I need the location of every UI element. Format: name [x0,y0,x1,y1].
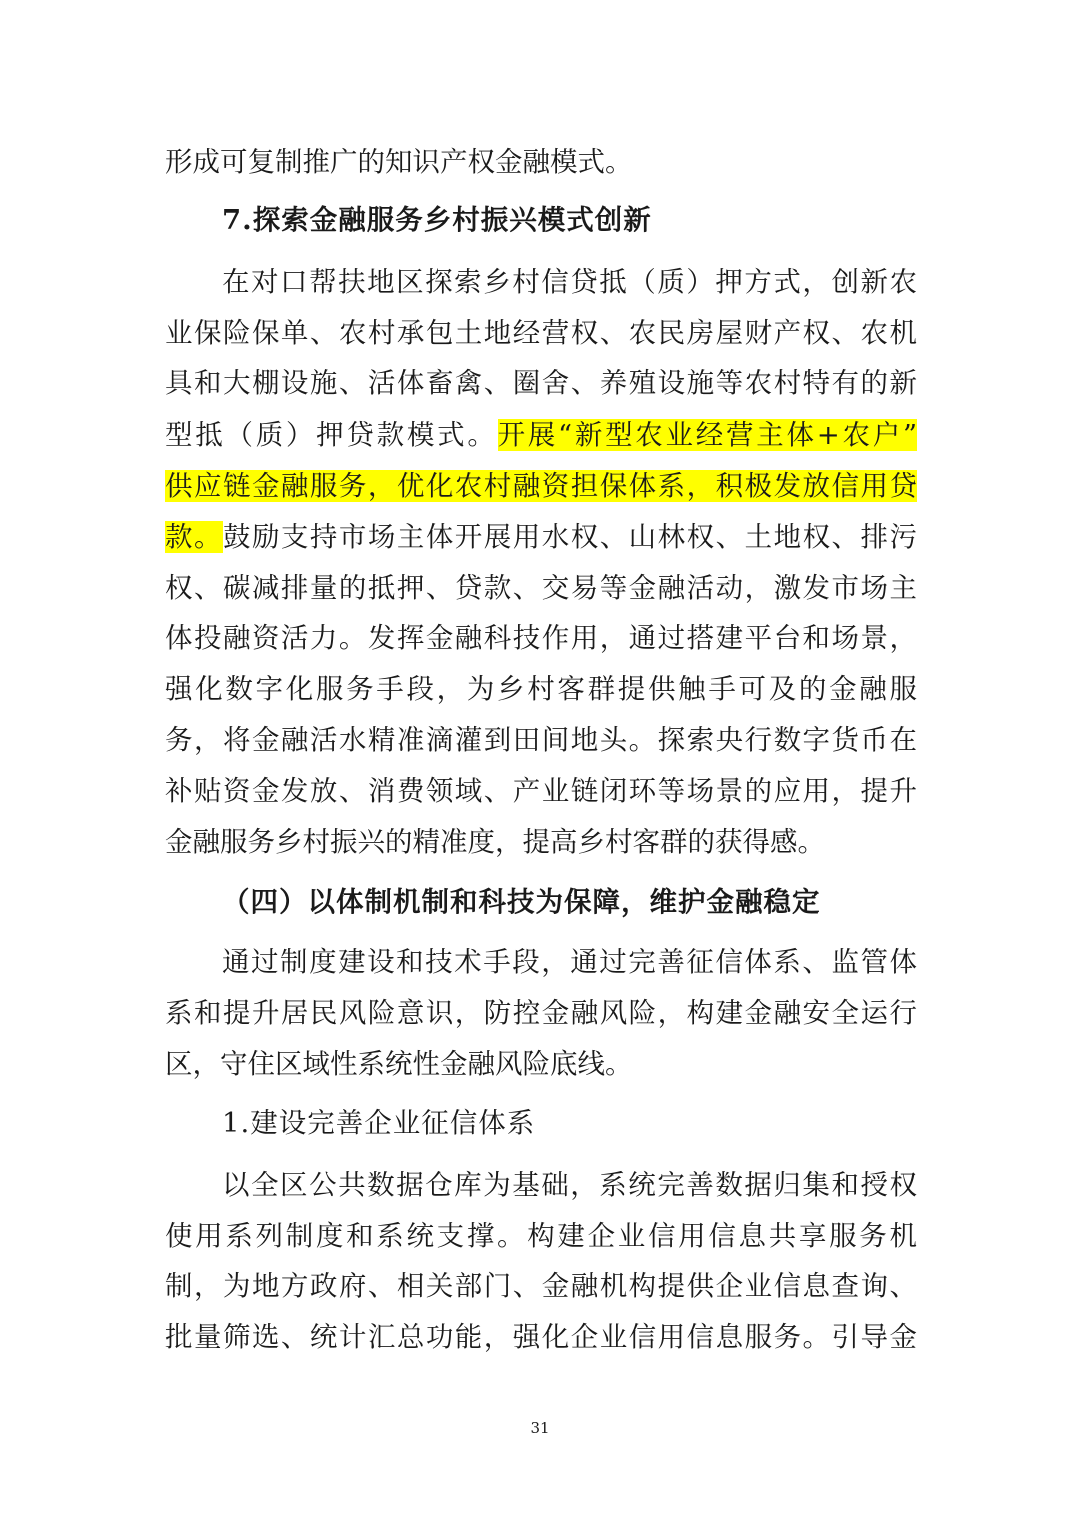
paragraph-line: 务，将金融活水精准滴灌到田间地头。探索央行数字货币在 [165,724,917,756]
page-number: 31 [530,1419,550,1437]
section-heading-4: （四）以体制机制和科技为保障，维护金融稳定 [222,886,821,918]
paragraph-line: 制，为地方政府、相关部门、金融机构提供企业信息查询、 [165,1270,917,1302]
paragraph-line: 具和大棚设施、活体畜禽、圈舍、养殖设施等农村特有的新 [165,367,917,399]
paragraph-line: 强化数字化服务手段，为乡村客群提供触手可及的金融服 [165,673,917,705]
paragraph-line: 通过制度建设和技术手段，通过完善征信体系、监管体 [222,946,917,978]
paragraph-line: 以全区公共数据仓库为基础，系统完善数据归集和授权 [222,1169,917,1201]
highlighted-text: 开展“新型农业经营主体+农户” [497,419,917,451]
highlighted-text: 供应链金融服务，优化农村融资担保体系，积极发放信用贷 [165,470,917,502]
plain-text: 鼓励支持市场主体开展用水权、山林权、土地权、排污 [222,521,917,553]
paragraph-line: 金融服务乡村振兴的精准度，提高乡村客群的获得感。 [165,826,825,858]
highlighted-text: 款。 [165,521,223,553]
section-heading-7: 7.探索金融服务乡村振兴模式创新 [222,204,652,236]
paragraph-line-mixed [165,511,917,563]
paragraph-line: 形成可复制推广的知识产权金融模式。 [165,146,633,178]
paragraph-line: 使用系列制度和系统支撑。构建企业信用信息共享服务机 [165,1220,917,1252]
highlighted-line [165,460,917,512]
paragraph-line: 业保险保单、农村承包土地经营权、农民房屋财产权、农机 [165,317,917,349]
paragraph-line: 体投融资活力。发挥金融科技作用，通过搭建平台和场景， [165,622,917,654]
paragraph-line: 在对口帮扶地区探索乡村信贷抵（质）押方式，创新农 [222,266,917,298]
paragraph-line: 权、碳减排量的抵押、贷款、交易等金融活动，激发市场主 [165,572,917,604]
paragraph-line: 区，守住区域性系统性金融风险底线。 [165,1048,633,1080]
paragraph-line-mixed [165,409,917,461]
section-heading-1: 1.建设完善企业征信体系 [222,1107,536,1139]
paragraph-line: 批量筛选、统计汇总功能，强化企业信用信息服务。引导金 [165,1321,917,1353]
plain-text: 型抵（质）押贷款模式。 [165,419,498,451]
paragraph-line: 补贴资金发放、消费领域、产业链闭环等场景的应用，提升 [165,775,917,807]
paragraph-line: 系和提升居民风险意识，防控金融风险，构建金融安全运行 [165,997,917,1029]
